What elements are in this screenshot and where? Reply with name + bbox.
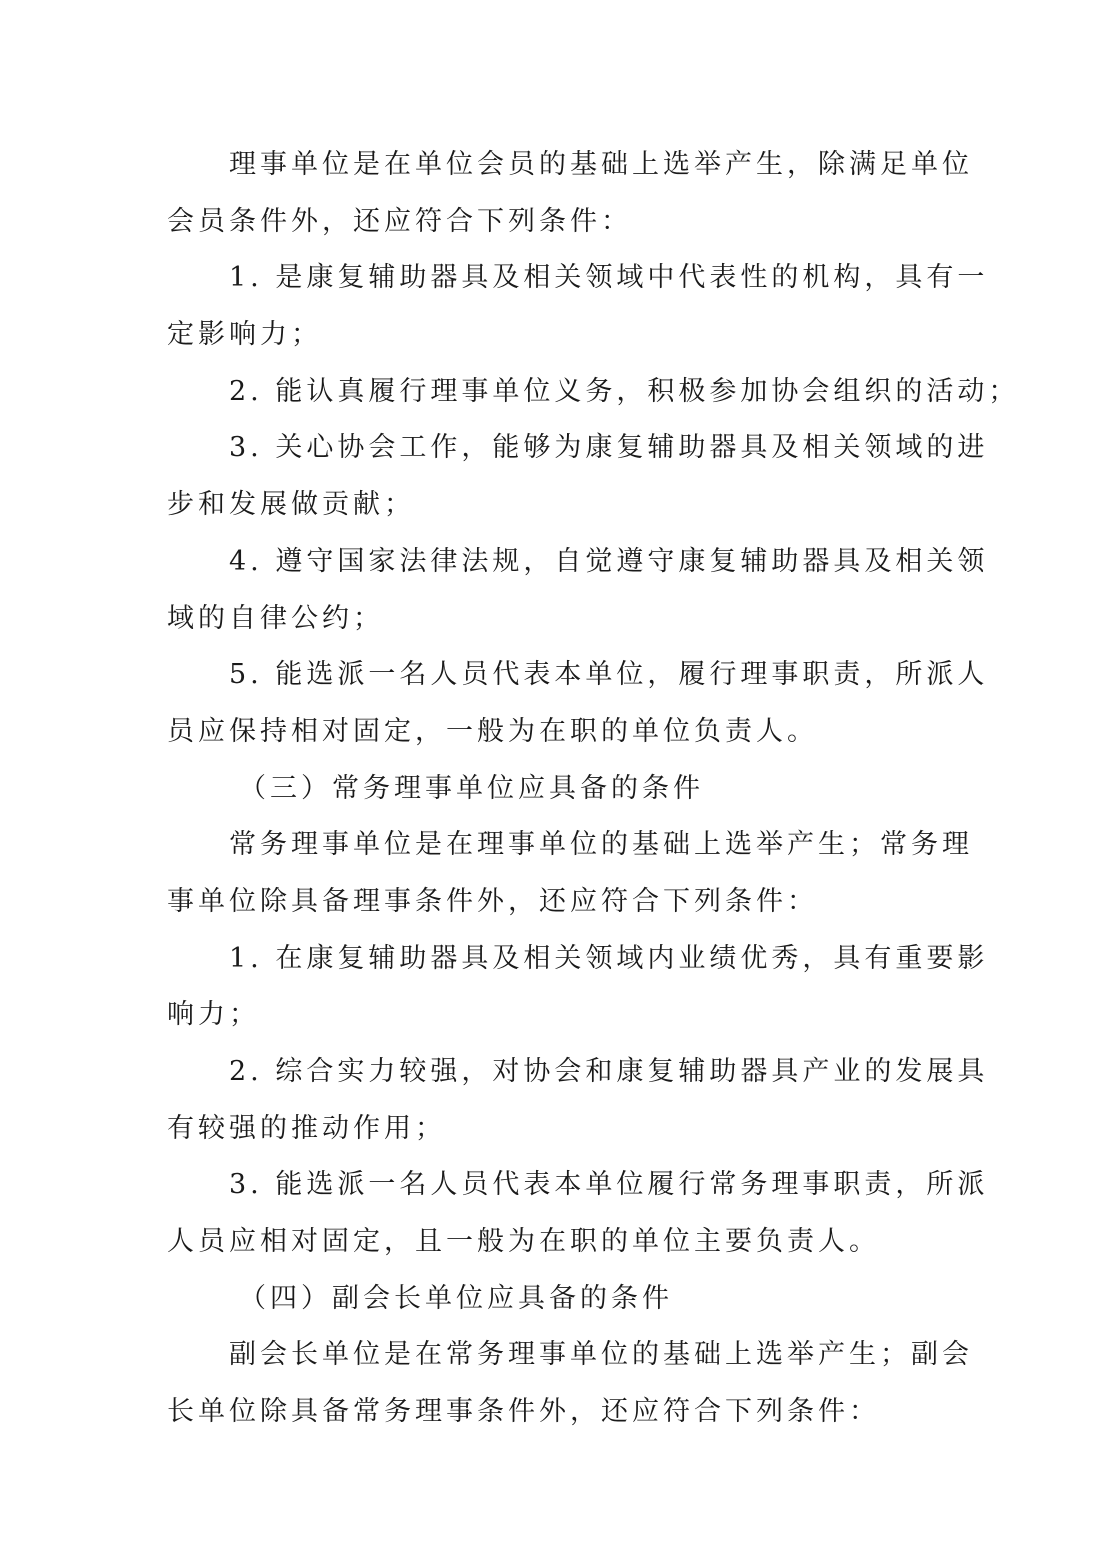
list-item-line: 4. 遵守国家法律法规，自觉遵守康复辅助器具及相关领 <box>229 545 989 577</box>
list-item-line: 1. 是康复辅助器具及相关领域中代表性的机构，具有一 <box>229 262 989 294</box>
paragraph-line: 理事单位是在单位会员的基础上选举产生，除满足单位 <box>229 149 973 180</box>
paragraph-line: 副会长单位是在常务理事单位的基础上选举产生；副会 <box>229 1339 973 1371</box>
document-body <box>167 137 1020 1441</box>
paragraph-line: 长单位除具备常务理事条件外，还应符合下列条件： <box>167 1396 880 1428</box>
paragraph-line: 事单位除具备理事条件外，还应符合下列条件： <box>167 885 818 917</box>
paragraph-line: 会员条件外，还应符合下列条件： <box>167 205 632 237</box>
paragraph-line: 常务理事单位是在理事单位的基础上选举产生；常务理 <box>229 829 973 861</box>
list-item-line: 有较强的推动作用； <box>167 1112 446 1144</box>
section-heading: （四）副会长单位应具备的条件 <box>239 1282 673 1314</box>
list-item-line: 2. 综合实力较强，对协会和康复辅助器具产业的发展具 <box>229 1056 989 1087</box>
list-item-line: 2. 能认真履行理事单位义务，积极参加协会组织的活动； <box>229 375 1020 407</box>
list-item-line: 人员应相对固定，且一般为在职的单位主要负责人。 <box>167 1226 880 1258</box>
list-item-line: 响力； <box>167 999 260 1031</box>
list-item-line: 3. 能选派一名人员代表本单位履行常务理事职责，所派 <box>229 1169 989 1201</box>
list-item-line: 定影响力； <box>167 319 322 351</box>
section-heading: （三）常务理事单位应具备的条件 <box>239 772 704 804</box>
list-item-line: 1. 在康复辅助器具及相关领域内业绩优秀，具有重要影 <box>229 942 989 974</box>
list-item-line: 员应保持相对固定，一般为在职的单位负责人。 <box>167 715 818 747</box>
list-item-line: 3. 关心协会工作，能够为康复辅助器具及相关领域的进 <box>229 432 989 464</box>
list-item-line: 5. 能选派一名人员代表本单位，履行理事职责，所派人 <box>229 659 989 691</box>
list-item-line: 步和发展做贡献； <box>167 489 415 521</box>
list-item-line: 域的自律公约； <box>167 602 384 634</box>
